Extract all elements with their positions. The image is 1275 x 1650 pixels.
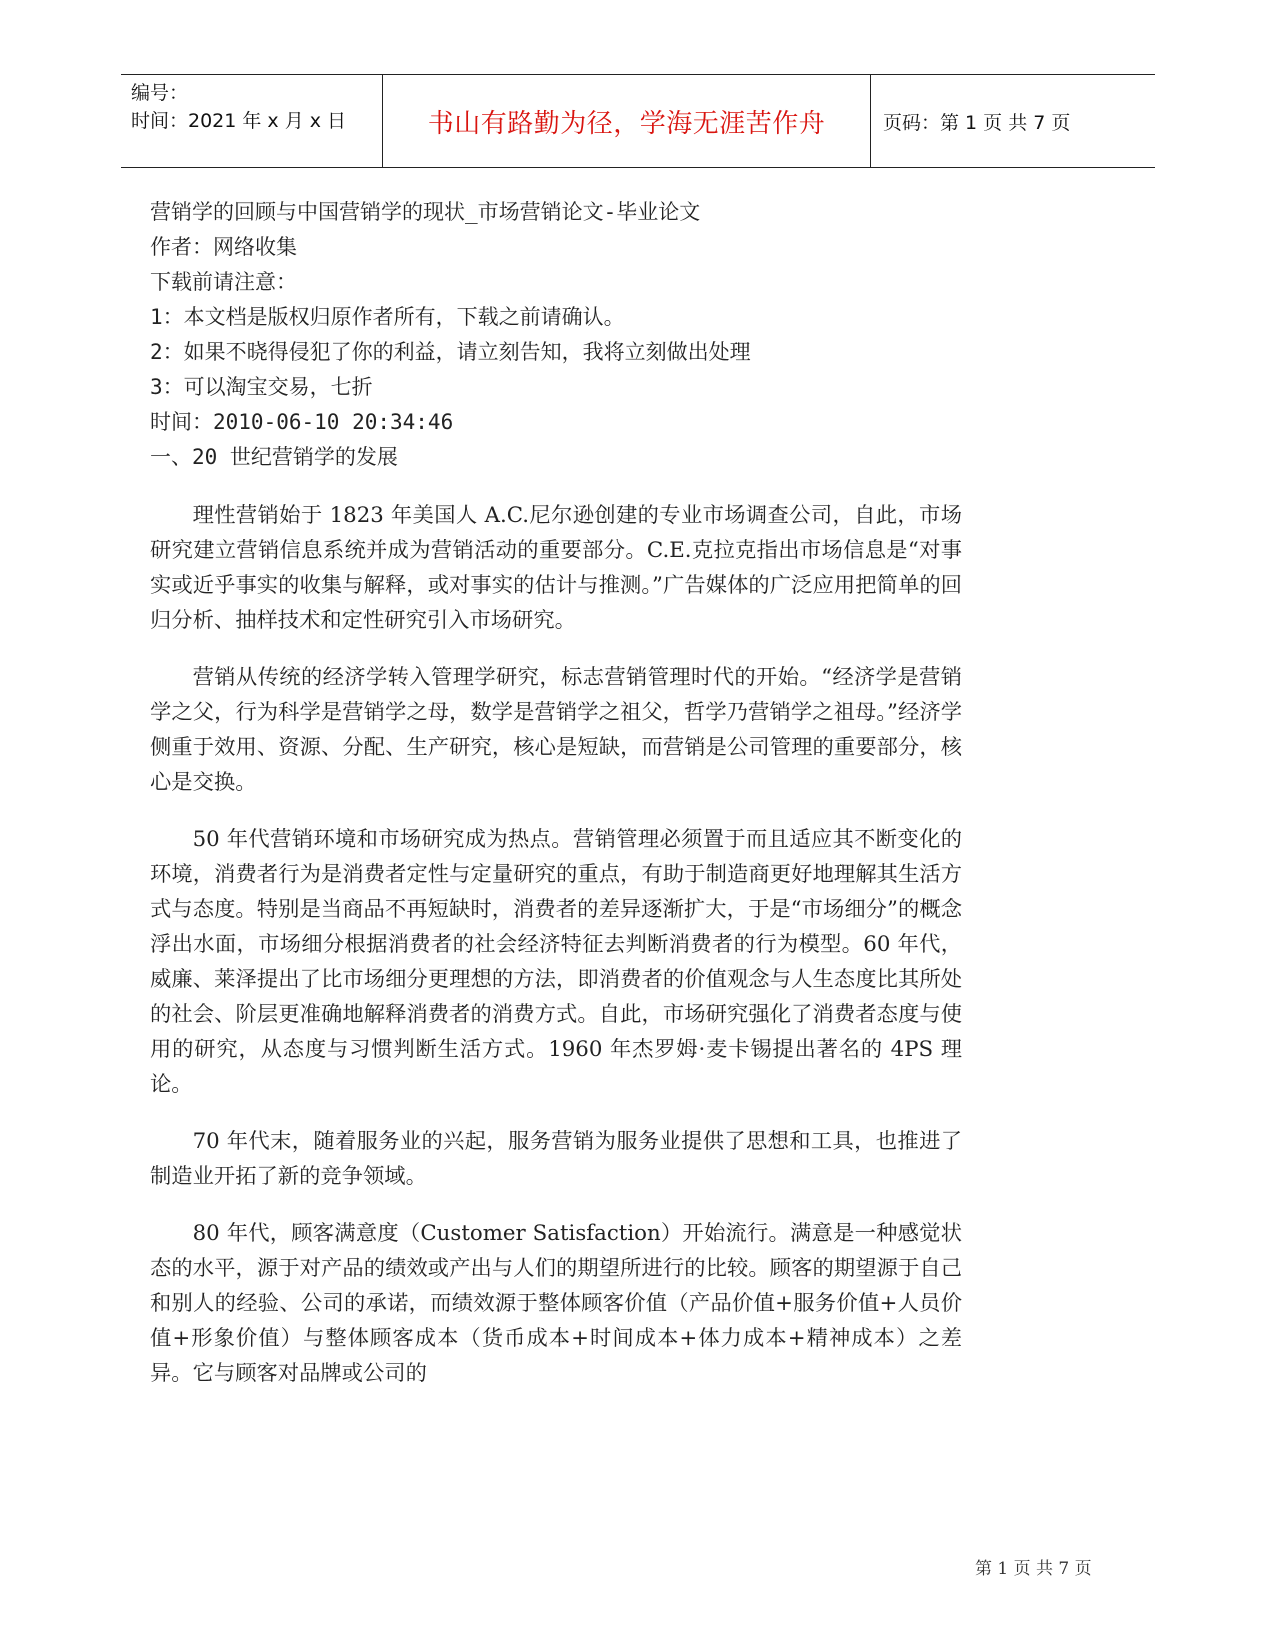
paragraph: 理性营销始于 1823 年美国人 A.C.尼尔逊创建的专业市场调查公司，自此，市场研究建立营销信息系统并成为营销活动的重要部分。C.E.克拉克指出市场信息是“对事实或近乎事实的收集与解释，或对事实的估计与推测。”广告媒体的广泛应用把简单的回归分析、抽样技术和定性研究引入市场研究。: [150, 503, 962, 633]
page-info: 页码：第 1 页 共 7 页: [883, 111, 1071, 134]
notice-item: 3：可以淘宝交易，七折: [150, 375, 373, 399]
document-meta: [150, 195, 1010, 475]
header-left-cell: [121, 75, 383, 167]
document-body: [150, 498, 962, 1413]
paragraph: 50 年代营销环境和市场研究成为热点。营销管理必须置于而且适应其不断变化的环境，消费者行为是消费者定性与定量研究的重点，有助于制造商更好地理解其生活方式与态度。特别是当商品不再短缺时，消费者的差异逐渐扩大，于是“市场细分”的概念浮出水面，市场细分根据消费者的社会经济特征去判断消费者的行为模型。60 年代，威廉、莱泽提出了比市场细分更理想的方法，即消费者的价值观念与人生态度比其所处的社会、阶层更准确地解释消费者的消费方式。自此，市场研究强化了消费者态度与使用的研究，从态度与习惯判断生活方式。1960 年杰罗姆·麦卡锡提出著名的 4PS 理论。: [150, 827, 962, 1097]
time-label: 时间：2021 年 x 月 x 日: [131, 110, 347, 132]
paragraph: 80 年代，顾客满意度（Customer Satisfaction）开始流行。满意是一种感觉状态的水平，源于对产品的绩效或产出与人们的期望所进行的比较。顾客的期望源于自己和别人的经验、公司的承诺，而绩效源于整体顾客价值（产品价值+服务价值+人员价值+形象价值）与整体顾客成本（货币成本+时间成本+体力成本+精神成本）之差异。它与顾客对品牌或公司的: [150, 1221, 962, 1386]
timestamp-line: 时间：2010-06-10 20:34:46: [150, 410, 454, 434]
notice-heading: 下载前请注意：: [150, 270, 297, 294]
section-heading: 一、20 世纪营销学的发展: [150, 445, 398, 469]
document-header: [121, 74, 1155, 168]
notice-item: 1：本文档是版权归原作者所有，下载之前请确认。: [150, 305, 625, 329]
notice-item: 2：如果不晓得侵犯了你的利益，请立刻告知，我将立刻做出处理: [150, 340, 751, 364]
paragraph: 70 年代末，随着服务业的兴起，服务营销为服务业提供了思想和工具，也推进了制造业开拓了新的竞争领域。: [150, 1129, 962, 1189]
paragraph: 营销从传统的经济学转入管理学研究，标志营销管理时代的开始。“经济学是营销学之父，行为科学是营销学之母，数学是营销学之祖父，哲学乃营销学之祖母。”经济学侧重于效用、资源、分配、生产研究，核心是短缺，而营销是公司管理的重要部分，核心是交换。: [150, 665, 962, 795]
author-line: 作者：网络收集: [150, 235, 297, 259]
number-label: 编号：: [131, 82, 189, 104]
motto: 书山有路勤为径，学海无涯苦作舟: [383, 75, 871, 167]
page-footer: 第 1 页 共 7 页: [975, 1559, 1092, 1579]
document-title: 营销学的回顾与中国营销学的现状_市场营销论文-毕业论文: [150, 200, 701, 224]
